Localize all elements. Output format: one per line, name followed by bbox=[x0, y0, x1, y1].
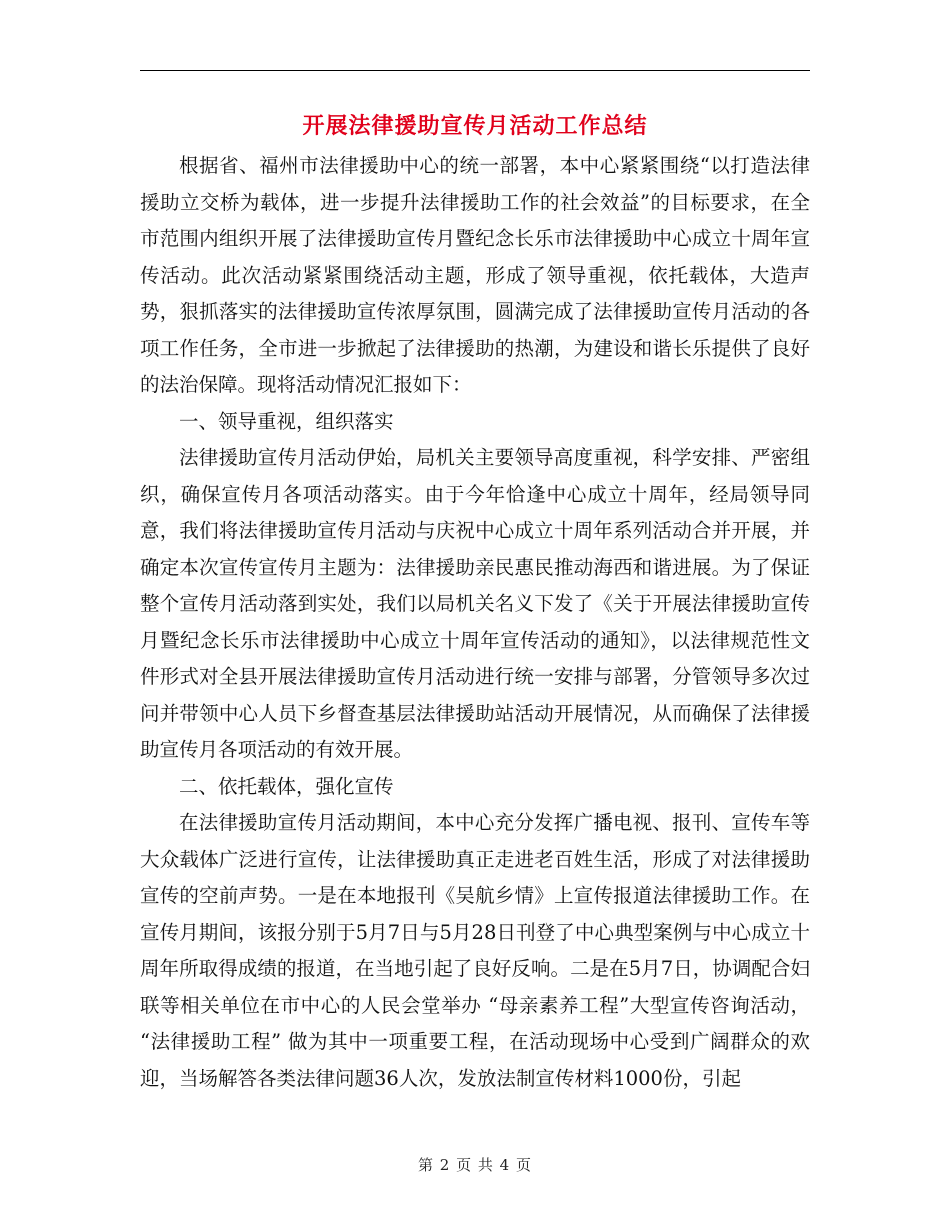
section-heading-1: 一、领导重视，组织落实 bbox=[179, 409, 394, 433]
document-title: 开展法律援助宣传月活动工作总结 bbox=[302, 113, 648, 139]
page-number: 第 2 页 共 4 页 bbox=[418, 1156, 532, 1174]
section-2-paragraph: 在法律援助宣传月活动期间，本中心充分发挥广播电视、报刊、宣传车等大众载体广泛进行宣传，让法律援助真正走进老百姓生活，形成了对法律援助宣传的空前声势。一是在本地报刊《吴航乡情》上宣传报道法律援助工作。在宣传月期间，该报分别于5月7日与5月28日刊登了中心典型案例与中心成立十周年所取得成绩的报道，在当地引起了良好反响。二是在5月7日，协调配合妇联等相关单位在市中心的人民会堂举办 “母亲素养工程”大型宣传咨询活动， “法律援助工程” 做为其中一项重要工程，在活动现场中心受到广阔群众的欢迎，当场解答各类法律问题36人次，发放法制宣传材料1000份，引起 bbox=[140, 811, 810, 1090]
header-rule bbox=[140, 70, 810, 71]
intro-paragraph: 根据省、福州市法律援助中心的统一部署，本中心紧紧围绕“以打造法律援助立交桥为载体，进一步提升法律援助工作的社会效益”的目标要求，在全市范围内组织开展了法律援助宣传月暨纪念长乐市法律援助中心成立十周年宣传活动。此次活动紧紧围绕活动主题，形成了领导重视，依托载体，大造声势，狠抓落实的法律援助宣传浓厚氛围，圆满完成了法律援助宣传月活动的各项工作任务，全市进一步掀起了法律援助的热潮，为建设和谐长乐提供了良好的法治保障。现将活动情况汇报如下： bbox=[140, 154, 810, 396]
document-body bbox=[140, 148, 810, 1097]
section-1-paragraph: 法律援助宣传月活动伊始，局机关主要领导高度重视，科学安排、严密组织，确保宣传月各项活动落实。由于今年恰逢中心成立十周年，经局领导同意，我们将法律援助宣传月活动与庆祝中心成立十周年系列活动合并开展，并确定本次宣传宣传月主题为：法律援助亲民惠民推动海西和谐进展。为了保证整个宣传月活动落到实处，我们以局机关名义下发了《关于开展法律援助宣传月暨纪念长乐市法律援助中心成立十周年宣传活动的通知》，以法律规范性文件形式对全县开展法律援助宣传月活动进行统一安排与部署，分管领导多次过问并带领中心人员下乡督查基层法律援助站活动开展情况，从而确保了法律援助宣传月各项活动的有效开展。 bbox=[140, 446, 810, 761]
section-heading-2: 二、依托载体，强化宣传 bbox=[179, 774, 394, 798]
